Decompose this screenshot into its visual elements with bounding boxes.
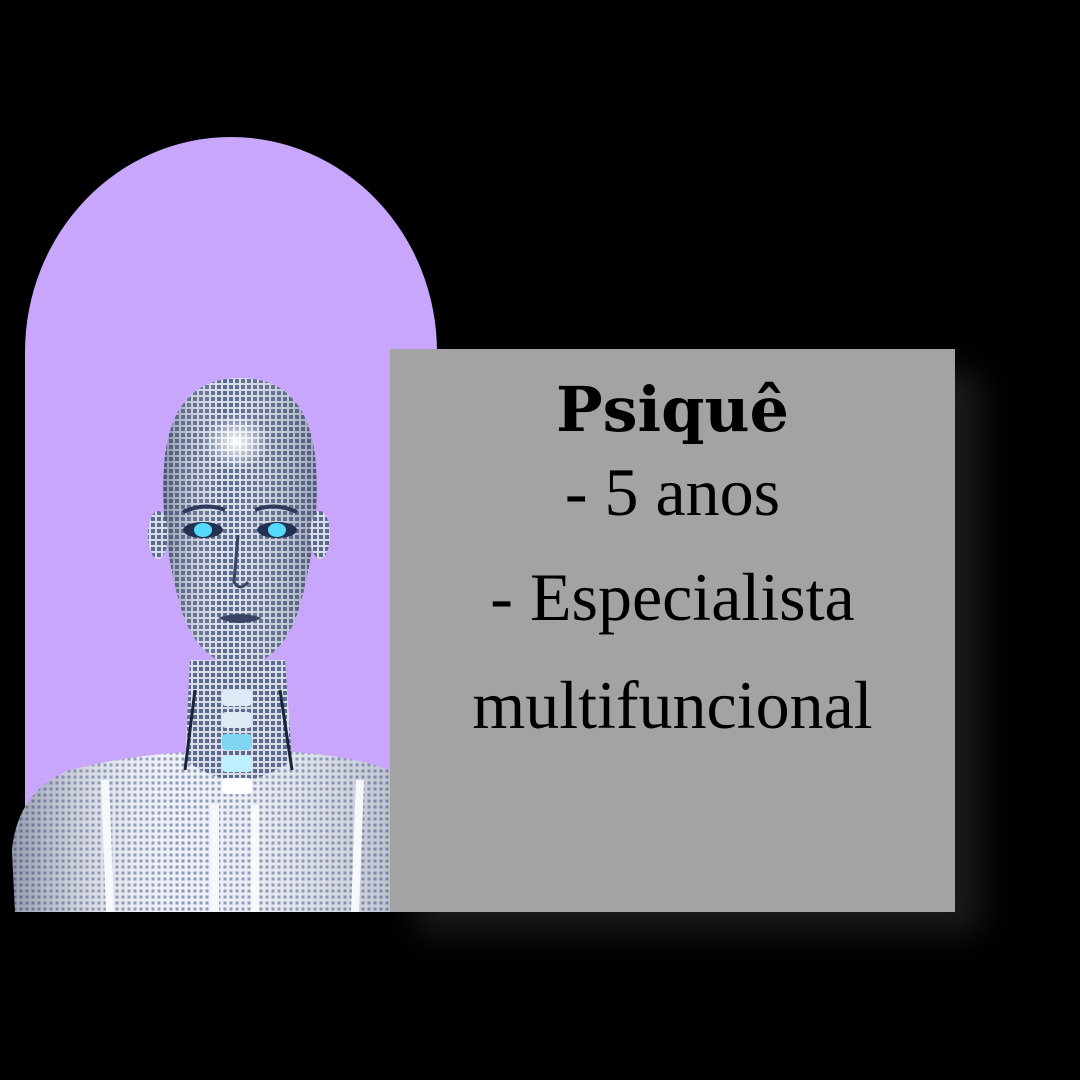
card-title: Psiquê (556, 373, 789, 446)
card-line-age: - 5 anos (564, 454, 781, 530)
humanoid-robot-icon (0, 360, 440, 912)
robot-right-ear (310, 511, 330, 559)
card-line-role-detail: multifuncional (472, 667, 873, 743)
robot-left-ear (148, 511, 168, 559)
info-card (390, 349, 955, 912)
robot-head-glow (202, 414, 270, 470)
card-line-role: - Especialista (490, 559, 855, 635)
